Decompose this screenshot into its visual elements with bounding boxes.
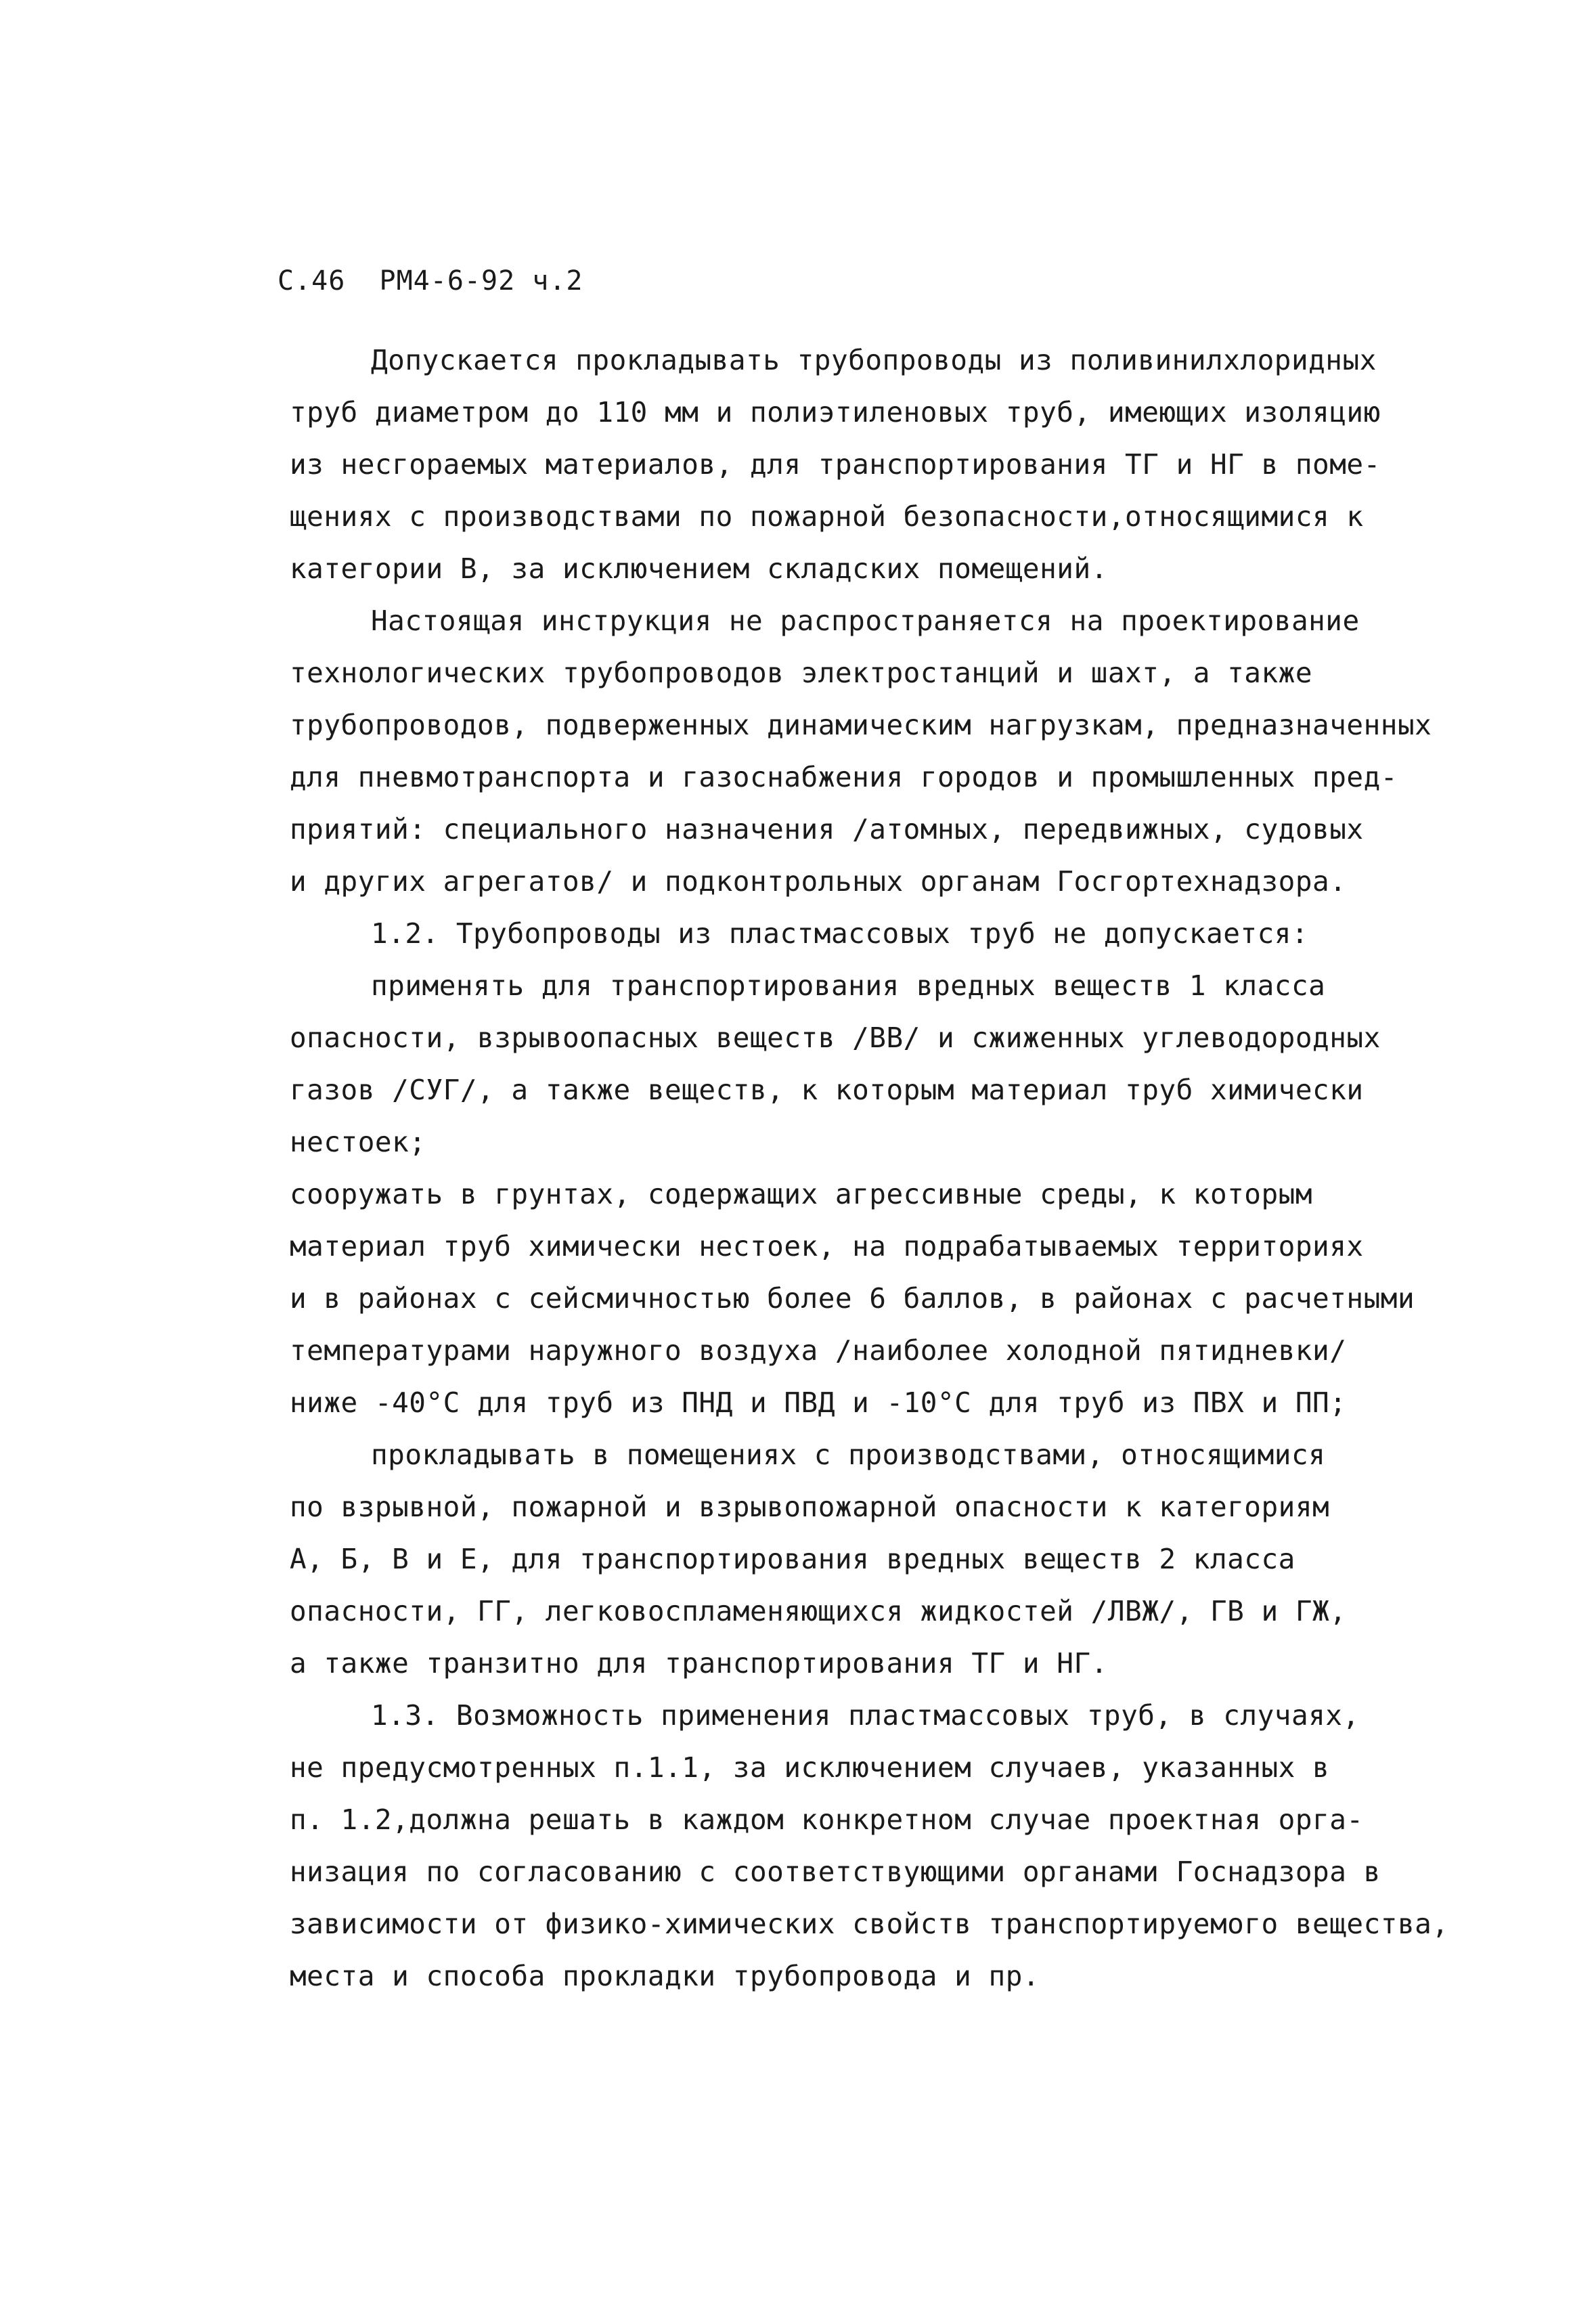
paragraph-2-line-5: приятий: специального назначения /атомных, передвижных, судовых [290, 813, 1364, 846]
section-1-2-heading: 1.2. Трубопроводы из пластмассовых труб не допускается: [371, 917, 1309, 950]
paragraph-7-line-2: не предусмотренных п.1.1, за исключением случаев, указанных в [290, 1751, 1330, 1784]
paragraph-1-line-3: из несгораемых материалов, для транспортирования ТГ и НГ в поме- [290, 448, 1381, 481]
paragraph-7-line-1: 1.3. Возможность применения пластмассовых труб, в случаях, [371, 1699, 1360, 1732]
paragraph-1-line-2: труб диаметром до 110 мм и полиэтиленовых труб, имеющих изоляцию [290, 396, 1381, 429]
paragraph-1-line-5: категории В, за исключением складских помещений. [290, 552, 1108, 585]
paragraph-6-line-1: прокладывать в помещениях с производствами, относящимися [371, 1439, 1326, 1471]
paragraph-7-line-4: низация по согласованию с соответствующими органами Госнадзора в [290, 1856, 1381, 1888]
paragraph-7-line-5: зависимости от физико-химических свойств транспортируемого вещества, [290, 1908, 1449, 1940]
paragraph-1-line-1: Допускается прокладывать трубопроводы из поливинилхлоридных [371, 344, 1377, 376]
paragraph-5-line-4: температурами наружного воздуха /наиболее холодной пятидневки/ [290, 1334, 1347, 1367]
paragraph-7-line-6: места и способа прокладки трубопровода и пр. [290, 1960, 1040, 1992]
paragraph-6-line-2: по взрывной, пожарной и взрывопожарной опасности к категориям [290, 1491, 1330, 1523]
paragraph-2-line-3: трубопроводов, подверженных динамическим нагрузкам, предназначенных [290, 709, 1432, 741]
paragraph-4-line-4: нестоек; [290, 1126, 426, 1158]
paragraph-6-line-5: а также транзитно для транспортирования ТГ и НГ. [290, 1647, 1108, 1680]
paragraph-2-line-2: технологических трубопроводов электростанций и шахт, а также [290, 657, 1313, 689]
paragraph-2-line-6: и других агрегатов/ и подконтрольных органам Госгортехнадзора. [290, 865, 1347, 898]
paragraph-4-line-3: газов /СУГ/, а также веществ, к которым материал труб химически [290, 1074, 1364, 1106]
paragraph-1-line-4: щениях с производствами по пожарной безопасности,относящимися к [290, 500, 1364, 533]
paragraph-5-line-1: сооружать в грунтах, содержащих агрессивные среды, к которым [290, 1178, 1313, 1210]
paragraph-5-line-3: и в районах с сейсмичностью более 6 баллов, в районах с расчетными [290, 1282, 1415, 1315]
paragraph-6-line-4: опасности, ГГ, легковоспламеняющихся жидкостей /ЛВЖ/, ГВ и ГЖ, [290, 1595, 1347, 1627]
paragraph-4-line-2: опасности, взрывоопасных веществ /ВВ/ и сжиженных углеводородных [290, 1022, 1381, 1054]
paragraph-7-line-3: п. 1.2,должна решать в каждом конкретном случае проектная орга- [290, 1803, 1364, 1836]
paragraph-6-line-3: А, Б, В и Е, для транспортирования вредных веществ 2 класса [290, 1543, 1295, 1575]
paragraph-5-line-5: ниже -40°С для труб из ПНД и ПВД и -10°С для труб из ПВХ и ПП; [290, 1386, 1347, 1419]
page-header: С.46 РМ4-6-92 ч.2 [278, 265, 583, 297]
paragraph-2-line-4: для пневмотранспорта и газоснабжения городов и промышленных пред- [290, 761, 1398, 793]
paragraph-5-line-2: материал труб химически нестоек, на подрабатываемых территориях [290, 1230, 1364, 1263]
paragraph-2-line-1: Настоящая инструкция не распространяется на проектирование [371, 605, 1360, 637]
paragraph-4-line-1: применять для транспортирования вредных веществ 1 класса [371, 969, 1326, 1002]
